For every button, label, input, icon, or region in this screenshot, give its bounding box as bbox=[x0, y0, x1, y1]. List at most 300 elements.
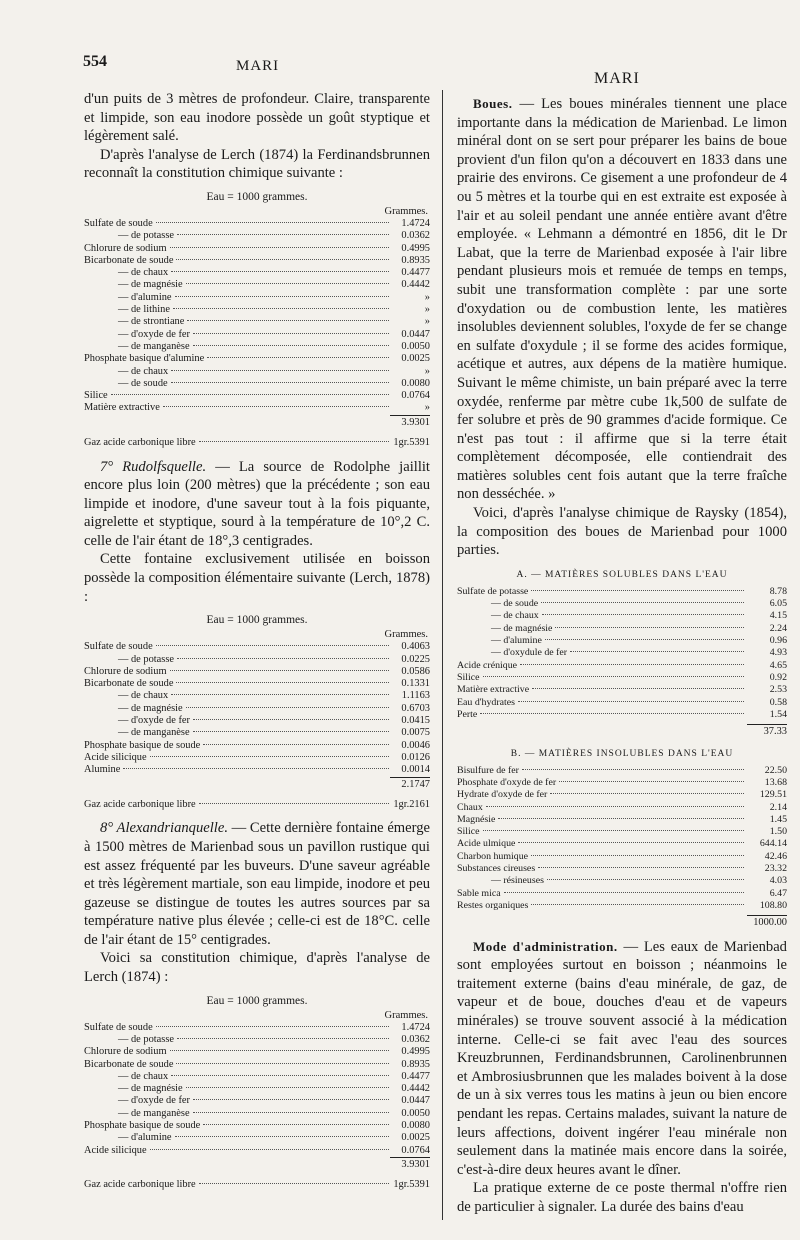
leader-dots bbox=[171, 694, 389, 695]
leader-dots bbox=[150, 1149, 389, 1150]
leader-dots bbox=[203, 1124, 389, 1125]
paragraph bbox=[84, 819, 430, 949]
row-label: — de soude bbox=[491, 598, 539, 610]
right-column bbox=[457, 95, 787, 1217]
row-label: Eau d'hydrates bbox=[457, 696, 515, 708]
leader-dots bbox=[483, 676, 745, 677]
leader-dots bbox=[171, 370, 389, 371]
leader-dots bbox=[570, 651, 744, 652]
table-row bbox=[84, 218, 430, 230]
leader-dots bbox=[532, 688, 744, 689]
row-value: » bbox=[424, 291, 430, 303]
leader-dots bbox=[173, 308, 389, 309]
leader-dots bbox=[156, 222, 389, 223]
table-caption: Eau = 1000 grammes. bbox=[206, 994, 308, 1007]
leader-dots bbox=[559, 781, 744, 782]
row-label: Sable mica bbox=[457, 887, 501, 899]
section-heading: Mode d'administration. bbox=[473, 938, 618, 954]
row-label: Matière extractive bbox=[457, 684, 530, 696]
leader-dots bbox=[177, 1038, 389, 1039]
table-row bbox=[84, 1095, 430, 1107]
row-value: 0.0362 bbox=[401, 230, 430, 242]
table-row bbox=[84, 316, 430, 328]
row-value: 4.93 bbox=[769, 647, 787, 659]
row-value: 0.4995 bbox=[401, 1046, 430, 1058]
column-divider bbox=[442, 90, 443, 1220]
row-label: Magnésie bbox=[457, 813, 496, 825]
table-row bbox=[84, 764, 430, 776]
row-value: 0.92 bbox=[769, 671, 787, 683]
leader-dots bbox=[193, 345, 389, 346]
leader-dots bbox=[111, 394, 389, 395]
table-unit: Grammes. bbox=[384, 205, 428, 217]
leader-dots bbox=[176, 682, 389, 683]
row-value: 8.78 bbox=[769, 585, 787, 597]
table-heading: B. — MATIÈRES INSOLUBLES DANS L'EAU bbox=[510, 748, 734, 759]
table-row bbox=[84, 1132, 430, 1144]
table-row bbox=[84, 1071, 430, 1083]
gas-row bbox=[84, 1179, 430, 1191]
row-value: 0.4063 bbox=[401, 641, 430, 653]
leader-dots bbox=[186, 1087, 389, 1088]
table-row bbox=[84, 1145, 430, 1157]
table-rows bbox=[84, 218, 430, 415]
row-value: 1.54 bbox=[769, 708, 787, 720]
leader-dots bbox=[547, 879, 744, 880]
table-total: 37.33 bbox=[763, 726, 787, 738]
table-rows bbox=[457, 586, 787, 721]
row-value: 4.03 bbox=[769, 875, 787, 887]
table-row bbox=[84, 243, 430, 255]
paragraph bbox=[84, 458, 430, 551]
row-value: 0.4995 bbox=[401, 242, 430, 254]
row-label: — de chaux bbox=[118, 1070, 169, 1082]
leader-dots bbox=[175, 1136, 389, 1137]
row-value: 1.1163 bbox=[401, 690, 430, 702]
table-rows bbox=[457, 765, 787, 913]
row-value: 129.51 bbox=[759, 789, 787, 801]
row-value: 0.0225 bbox=[401, 653, 430, 665]
table-row bbox=[457, 684, 787, 696]
row-value: 4.15 bbox=[769, 610, 787, 622]
row-value: 1.4724 bbox=[401, 217, 430, 229]
table-row bbox=[457, 851, 787, 863]
leader-dots bbox=[156, 1026, 389, 1027]
table-row bbox=[457, 802, 787, 814]
row-label: — de strontiane bbox=[118, 316, 185, 328]
table-heading: A. — MATIÈRES SOLUBLES DANS L'EAU bbox=[516, 569, 728, 580]
leader-dots bbox=[531, 590, 744, 591]
table-row bbox=[84, 703, 430, 715]
soluble-matter-table bbox=[457, 570, 787, 739]
table-row bbox=[457, 888, 787, 900]
insoluble-matter-table bbox=[457, 749, 787, 930]
table-row bbox=[457, 875, 787, 887]
row-value: 0.0586 bbox=[401, 665, 430, 677]
row-value: 0.0025 bbox=[401, 1132, 430, 1144]
table-row bbox=[457, 623, 787, 635]
table-row bbox=[84, 666, 430, 678]
row-label: — de lithine bbox=[118, 304, 170, 316]
table-row bbox=[84, 1022, 430, 1034]
row-label: Silice bbox=[457, 671, 480, 683]
row-value: 0.96 bbox=[769, 635, 787, 647]
table-row bbox=[84, 1046, 430, 1058]
leader-dots bbox=[187, 320, 389, 321]
table-row bbox=[457, 697, 787, 709]
table-row bbox=[84, 654, 430, 666]
row-value: 0.0447 bbox=[401, 328, 430, 340]
leader-dots bbox=[522, 769, 744, 770]
table-row bbox=[84, 353, 430, 365]
paragraph bbox=[457, 938, 787, 1180]
row-label: — de potasse bbox=[118, 653, 174, 665]
row-value: 2.24 bbox=[769, 622, 787, 634]
row-label: — de chaux bbox=[491, 610, 539, 622]
row-value: 22.50 bbox=[764, 764, 787, 776]
leader-dots bbox=[193, 719, 389, 720]
table-row bbox=[457, 586, 787, 598]
row-value: 4.65 bbox=[769, 659, 787, 671]
table-row bbox=[457, 777, 787, 789]
leader-dots bbox=[193, 333, 389, 334]
row-label: Phosphate d'oxyde de fer bbox=[457, 776, 557, 788]
leader-dots bbox=[170, 1050, 389, 1051]
paragraph-text: — Cette dernière fontaine émerge à 1500 mètres de Marienbad sous un pavillon rustique qui est assez fréquenté par les buveurs. D'une saveur agréable et très légèrement martiale, son eau limpide, inodore et peu gazeuse se distingue de toutes les autres sources par sa température native plus élevée ; celle-ci est de 18°C. celle de l'air étant de 15° centigrades. bbox=[84, 820, 430, 948]
row-label: Hydrate d'oxyde de fer bbox=[457, 789, 548, 801]
table-row bbox=[84, 292, 430, 304]
table-row bbox=[84, 341, 430, 353]
row-label: Alumine bbox=[84, 764, 121, 776]
row-value: 0.0415 bbox=[401, 715, 430, 727]
leader-dots bbox=[171, 271, 389, 272]
table-row bbox=[457, 765, 787, 777]
row-value: » bbox=[424, 402, 430, 414]
row-label: — de chaux bbox=[118, 267, 169, 279]
row-value: 0.0126 bbox=[401, 751, 430, 763]
table-row bbox=[84, 366, 430, 378]
leader-dots bbox=[170, 247, 389, 248]
table-row bbox=[84, 279, 430, 291]
leader-dots bbox=[483, 830, 745, 831]
paragraph: Voici, d'après l'analyse chimique de Raysky (1854), la composition des boues de Marienbad pour 1000 parties. bbox=[457, 505, 787, 559]
leader-dots bbox=[199, 1183, 389, 1184]
row-label: Phosphate basique d'alumine bbox=[84, 353, 205, 365]
row-value: 0.0764 bbox=[401, 1144, 430, 1156]
leader-dots bbox=[538, 867, 744, 868]
table-row bbox=[84, 267, 430, 279]
row-value: 0.4442 bbox=[401, 1083, 430, 1095]
row-label: — d'alumine bbox=[118, 1132, 172, 1144]
row-label: — résineuses bbox=[491, 875, 544, 887]
leader-dots bbox=[193, 731, 389, 732]
source-name: 8° Alexandrianquelle. bbox=[100, 820, 228, 837]
row-label: — de manganèse bbox=[118, 1107, 190, 1119]
table-total: 1000.00 bbox=[753, 917, 787, 929]
paragraph-text: — Les boues minérales tiennent une place importante dans la médication de Marienbad. Le limon minéral dont on se sert pour préparer les bains de boue provient d'un filon qu'on a découvert en 1833 dans une prairie des environs. Ce gisement a une profondeur de 4 ou 5 mètres et la tourbe qui en est extraite est exposée à l'air et au soleil pendant une année entière avant d'être employée. « Lehmann a démontré en 1856, dit le Dr Labat, que la terre de Marienbad exposée à l'air libre pendant plusieurs mois et remuée de temps en temps, subit une transformation complète : par une sorte d'oxydation ou de combustion lente, les matières insolubles deviennent solubles, l'oxyde de fer se change en sulfate d'oxydule ; il se forme des acides formique, acétique et autres, aux dépens de la matière humique. Suivant le même chimiste, un bain préparé avec la terre oxydée, renferme par mètre cube 1k,500 de sulfate de fer solubre et près de 90 grammes d'acide formique. Ce n'est pas tout : il affirme que si la terre était complètement décomposée, elle contiendrait des matières solubles cent fois autant que la terre fraîche non desséchée. » bbox=[457, 96, 787, 503]
leader-dots bbox=[550, 793, 744, 794]
running-head-right: MARI bbox=[594, 70, 640, 87]
analysis-table-ferdinandsbrunnen bbox=[84, 191, 430, 450]
row-label: — d'alumine bbox=[118, 291, 172, 303]
left-column bbox=[84, 90, 430, 1200]
row-value: 0.0764 bbox=[401, 390, 430, 402]
table-row bbox=[457, 660, 787, 672]
table-row bbox=[84, 678, 430, 690]
leader-dots bbox=[170, 670, 389, 671]
row-value: 0.0014 bbox=[401, 764, 430, 776]
leader-dots bbox=[199, 441, 389, 442]
row-value: 2.14 bbox=[769, 801, 787, 813]
row-label: Chlorure de sodium bbox=[84, 665, 167, 677]
table-row bbox=[84, 1120, 430, 1132]
table-row bbox=[84, 390, 430, 402]
leader-dots bbox=[176, 259, 389, 260]
row-label: Charbon humique bbox=[457, 850, 529, 862]
row-label: Acide ulmique bbox=[457, 838, 516, 850]
row-label: Bisulfure de fer bbox=[457, 764, 519, 776]
leader-dots bbox=[193, 1112, 389, 1113]
leader-dots bbox=[150, 756, 389, 757]
row-label: Chlorure de sodium bbox=[84, 1046, 167, 1058]
row-label: Bicarbonate de soude bbox=[84, 254, 174, 266]
table-row bbox=[84, 402, 430, 414]
table-row bbox=[457, 709, 787, 721]
gas-row bbox=[84, 799, 430, 811]
page-number: 554 bbox=[83, 53, 107, 70]
row-value: 2.53 bbox=[769, 684, 787, 696]
table-row bbox=[84, 641, 430, 653]
row-value: 42.46 bbox=[764, 850, 787, 862]
table-row bbox=[84, 1059, 430, 1071]
row-value: 0.0046 bbox=[401, 739, 430, 751]
row-value: 1.45 bbox=[769, 813, 787, 825]
analysis-table-alexandrianquelle bbox=[84, 995, 430, 1192]
row-label: Acide crénique bbox=[457, 659, 518, 671]
leader-dots bbox=[531, 855, 744, 856]
row-label: — de chaux bbox=[118, 365, 169, 377]
table-row bbox=[84, 255, 430, 267]
row-label: Acide silicique bbox=[84, 751, 147, 763]
leader-dots bbox=[171, 382, 389, 383]
row-label: — de soude bbox=[118, 377, 168, 389]
paragraph: Voici sa constitution chimique, d'après l'analyse de Lerch (1874) : bbox=[84, 950, 430, 986]
leader-dots bbox=[203, 744, 389, 745]
row-value: 0.0025 bbox=[401, 353, 430, 365]
table-total: 3.9301 bbox=[401, 416, 430, 428]
table-caption: Eau = 1000 grammes. bbox=[206, 614, 308, 627]
table-row bbox=[84, 1083, 430, 1095]
table-row bbox=[457, 635, 787, 647]
row-label: — d'alumine bbox=[491, 635, 542, 647]
row-value: » bbox=[424, 304, 430, 316]
paragraph: d'un puits de 3 mètres de profondeur. Claire, transparente et limpide, son eau inodore possède un goût styptique et légèrement salé. bbox=[84, 91, 430, 145]
leader-dots bbox=[480, 713, 744, 714]
table-row bbox=[84, 727, 430, 739]
row-label: Bicarbonate de soude bbox=[84, 1058, 174, 1070]
table-row bbox=[457, 900, 787, 912]
row-value: 0.0075 bbox=[401, 727, 430, 739]
leader-dots bbox=[163, 406, 389, 407]
table-row bbox=[457, 647, 787, 659]
row-label: Sulfate de soude bbox=[84, 1021, 153, 1033]
leader-dots bbox=[186, 707, 389, 708]
paragraph-text: — La source de Rodolphe jaillit encore plus loin (200 mètres) que la précédente ; son eau limpide et inodore, d'une saveur tout à la fois piquante, aigrelette et styptique, sourd à la température de 10°,2 C. celle de l'air étant de 18°,3 centigrades. bbox=[84, 458, 430, 549]
leader-dots bbox=[498, 818, 744, 819]
row-value: 23.32 bbox=[764, 862, 787, 874]
table-row bbox=[457, 598, 787, 610]
row-value: 0.0447 bbox=[401, 1095, 430, 1107]
row-value: 6.47 bbox=[769, 887, 787, 899]
row-value: 644.14 bbox=[759, 838, 787, 850]
table-row bbox=[457, 814, 787, 826]
row-label: Substances cireuses bbox=[457, 862, 536, 874]
gas-label: Gaz acide carbonique libre bbox=[84, 1179, 196, 1191]
table-row bbox=[457, 838, 787, 850]
row-label: Chaux bbox=[457, 801, 483, 813]
row-label: Silice bbox=[457, 826, 480, 838]
leader-dots bbox=[541, 602, 744, 603]
leader-dots bbox=[176, 1063, 389, 1064]
row-value: 0.0050 bbox=[401, 340, 430, 352]
row-label: — d'oxyde de fer bbox=[118, 715, 190, 727]
row-value: 0.8935 bbox=[401, 1058, 430, 1070]
table-rows bbox=[84, 641, 430, 776]
gas-row bbox=[84, 437, 430, 449]
row-label: Matière extractive bbox=[84, 402, 160, 414]
row-label: — d'oxyde de fer bbox=[118, 328, 190, 340]
leader-dots bbox=[171, 1075, 389, 1076]
table-row bbox=[457, 863, 787, 875]
row-label: — de chaux bbox=[118, 690, 169, 702]
row-label: — de manganèse bbox=[118, 727, 190, 739]
table-rows bbox=[84, 1022, 430, 1157]
table-row bbox=[84, 752, 430, 764]
source-name: 7° Rudolfsquelle. bbox=[100, 458, 207, 475]
row-label: — de magnésie bbox=[491, 622, 553, 634]
table-row bbox=[84, 740, 430, 752]
row-label: Sulfate de potasse bbox=[457, 585, 529, 597]
leader-dots bbox=[520, 664, 744, 665]
table-row bbox=[84, 329, 430, 341]
row-label: Silice bbox=[84, 390, 108, 402]
section-heading: Boues. bbox=[473, 96, 513, 111]
table-caption: Eau = 1000 grammes. bbox=[206, 190, 308, 203]
row-label: Phosphate basique de soude bbox=[84, 1120, 201, 1132]
row-label: Perte bbox=[457, 708, 478, 720]
leader-dots bbox=[518, 842, 744, 843]
table-row bbox=[457, 672, 787, 684]
row-value: 0.1331 bbox=[401, 678, 430, 690]
row-label: Sulfate de soude bbox=[84, 217, 153, 229]
row-value: 0.4477 bbox=[401, 267, 430, 279]
leader-dots bbox=[175, 296, 389, 297]
row-label: Restes organiques bbox=[457, 899, 529, 911]
paragraph: Cette fontaine exclusivement utilisée en boisson possède la composition élémentaire suivante (Lerch, 1878) : bbox=[84, 551, 430, 605]
leader-dots bbox=[545, 639, 744, 640]
table-row bbox=[84, 715, 430, 727]
table-row bbox=[84, 378, 430, 390]
row-label: — d'oxydule de fer bbox=[491, 647, 568, 659]
table-row bbox=[84, 690, 430, 702]
table-total: 3.9301 bbox=[401, 1158, 430, 1170]
table-row bbox=[457, 826, 787, 838]
row-label: — de magnésie bbox=[118, 279, 183, 291]
gas-value: 1gr.5391 bbox=[393, 1179, 430, 1191]
table-row bbox=[84, 1108, 430, 1120]
row-label: — de potasse bbox=[118, 1033, 174, 1045]
table-row bbox=[457, 789, 787, 801]
leader-dots bbox=[531, 904, 744, 905]
leader-dots bbox=[518, 701, 744, 702]
leader-dots bbox=[123, 768, 389, 769]
gas-label: Gaz acide carbonique libre bbox=[84, 437, 196, 449]
row-label: — de potasse bbox=[118, 230, 174, 242]
leader-dots bbox=[156, 645, 389, 646]
row-label: — de magnésie bbox=[118, 702, 183, 714]
leader-dots bbox=[177, 658, 389, 659]
row-label: Phosphate basique de soude bbox=[84, 739, 201, 751]
row-value: 0.0050 bbox=[401, 1107, 430, 1119]
row-value: 0.0080 bbox=[401, 377, 430, 389]
gas-label: Gaz acide carbonique libre bbox=[84, 799, 196, 811]
table-unit: Grammes. bbox=[384, 1009, 428, 1021]
paragraph bbox=[84, 146, 430, 183]
table-unit: Grammes. bbox=[384, 629, 428, 641]
row-value: 0.6703 bbox=[401, 702, 430, 714]
leader-dots bbox=[186, 283, 389, 284]
row-label: Chlorure de sodium bbox=[84, 242, 167, 254]
paragraph-text: — Les eaux de Marienbad sont employées surtout en boisson ; néanmoins le traitement externe (bains d'eau minérale, de gaz, de vapeur et de boue, douches d'eau et de vapeurs minérales) se trouve souvent associé à la médication interne. Celle-ci se fait avec l'eau des sources Kreuzbrunnen, Ferdinandsbrunnen, Carolinenbrunnen et Ambrosiusbrunnen que les malades boivent à la dose de un à six verres tous les matins à jeun ou bien encore pendant les repas. Certains malades, suivant la nature de leurs affections, doivent ingérer l'eau minérale non seulement dans la matinée mais encore dans la soirée, c'est-à-dire deux heures avant le dîner. bbox=[457, 938, 787, 1178]
analysis-table-rudolfsquelle bbox=[84, 614, 430, 811]
row-label: Acide silicique bbox=[84, 1144, 147, 1156]
leader-dots bbox=[199, 803, 389, 804]
row-value: 0.8935 bbox=[401, 254, 430, 266]
paragraph: La pratique externe de ce poste thermal n'offre rien de particulier à signaler. La durée des bains d'eau bbox=[457, 1180, 787, 1215]
gas-value: 1gr.5391 bbox=[393, 437, 430, 449]
row-value: » bbox=[424, 316, 430, 328]
leader-dots bbox=[542, 614, 744, 615]
leader-dots bbox=[193, 1099, 389, 1100]
row-value: 6.05 bbox=[769, 598, 787, 610]
row-value: 0.4442 bbox=[401, 279, 430, 291]
leader-dots bbox=[207, 357, 389, 358]
row-value: 0.0080 bbox=[401, 1120, 430, 1132]
row-label: — d'oxyde de fer bbox=[118, 1095, 190, 1107]
table-row bbox=[84, 304, 430, 316]
row-value: 13.68 bbox=[764, 776, 787, 788]
row-label: — de manganèse bbox=[118, 340, 190, 352]
paragraph bbox=[457, 95, 787, 504]
table-row bbox=[457, 610, 787, 622]
row-value: 0.4477 bbox=[401, 1070, 430, 1082]
leader-dots bbox=[555, 627, 744, 628]
paragraph-text: D'après l'analyse de Lerch (1874) la Ferdinandsbrunnen reconnaît la constitution chimique suivante : bbox=[84, 146, 430, 182]
table-row bbox=[84, 230, 430, 242]
row-label: Sulfate de soude bbox=[84, 641, 153, 653]
row-value: 0.58 bbox=[769, 696, 787, 708]
row-value: 1.4724 bbox=[401, 1021, 430, 1033]
row-value: 108.80 bbox=[759, 899, 787, 911]
table-row bbox=[84, 1034, 430, 1046]
row-value: » bbox=[424, 365, 430, 377]
table-total: 2.1747 bbox=[401, 778, 430, 790]
row-value: 0.0362 bbox=[401, 1033, 430, 1045]
leader-dots bbox=[486, 806, 744, 807]
row-label: Bicarbonate de soude bbox=[84, 678, 174, 690]
row-label: — de magnésie bbox=[118, 1083, 183, 1095]
leader-dots bbox=[177, 234, 389, 235]
